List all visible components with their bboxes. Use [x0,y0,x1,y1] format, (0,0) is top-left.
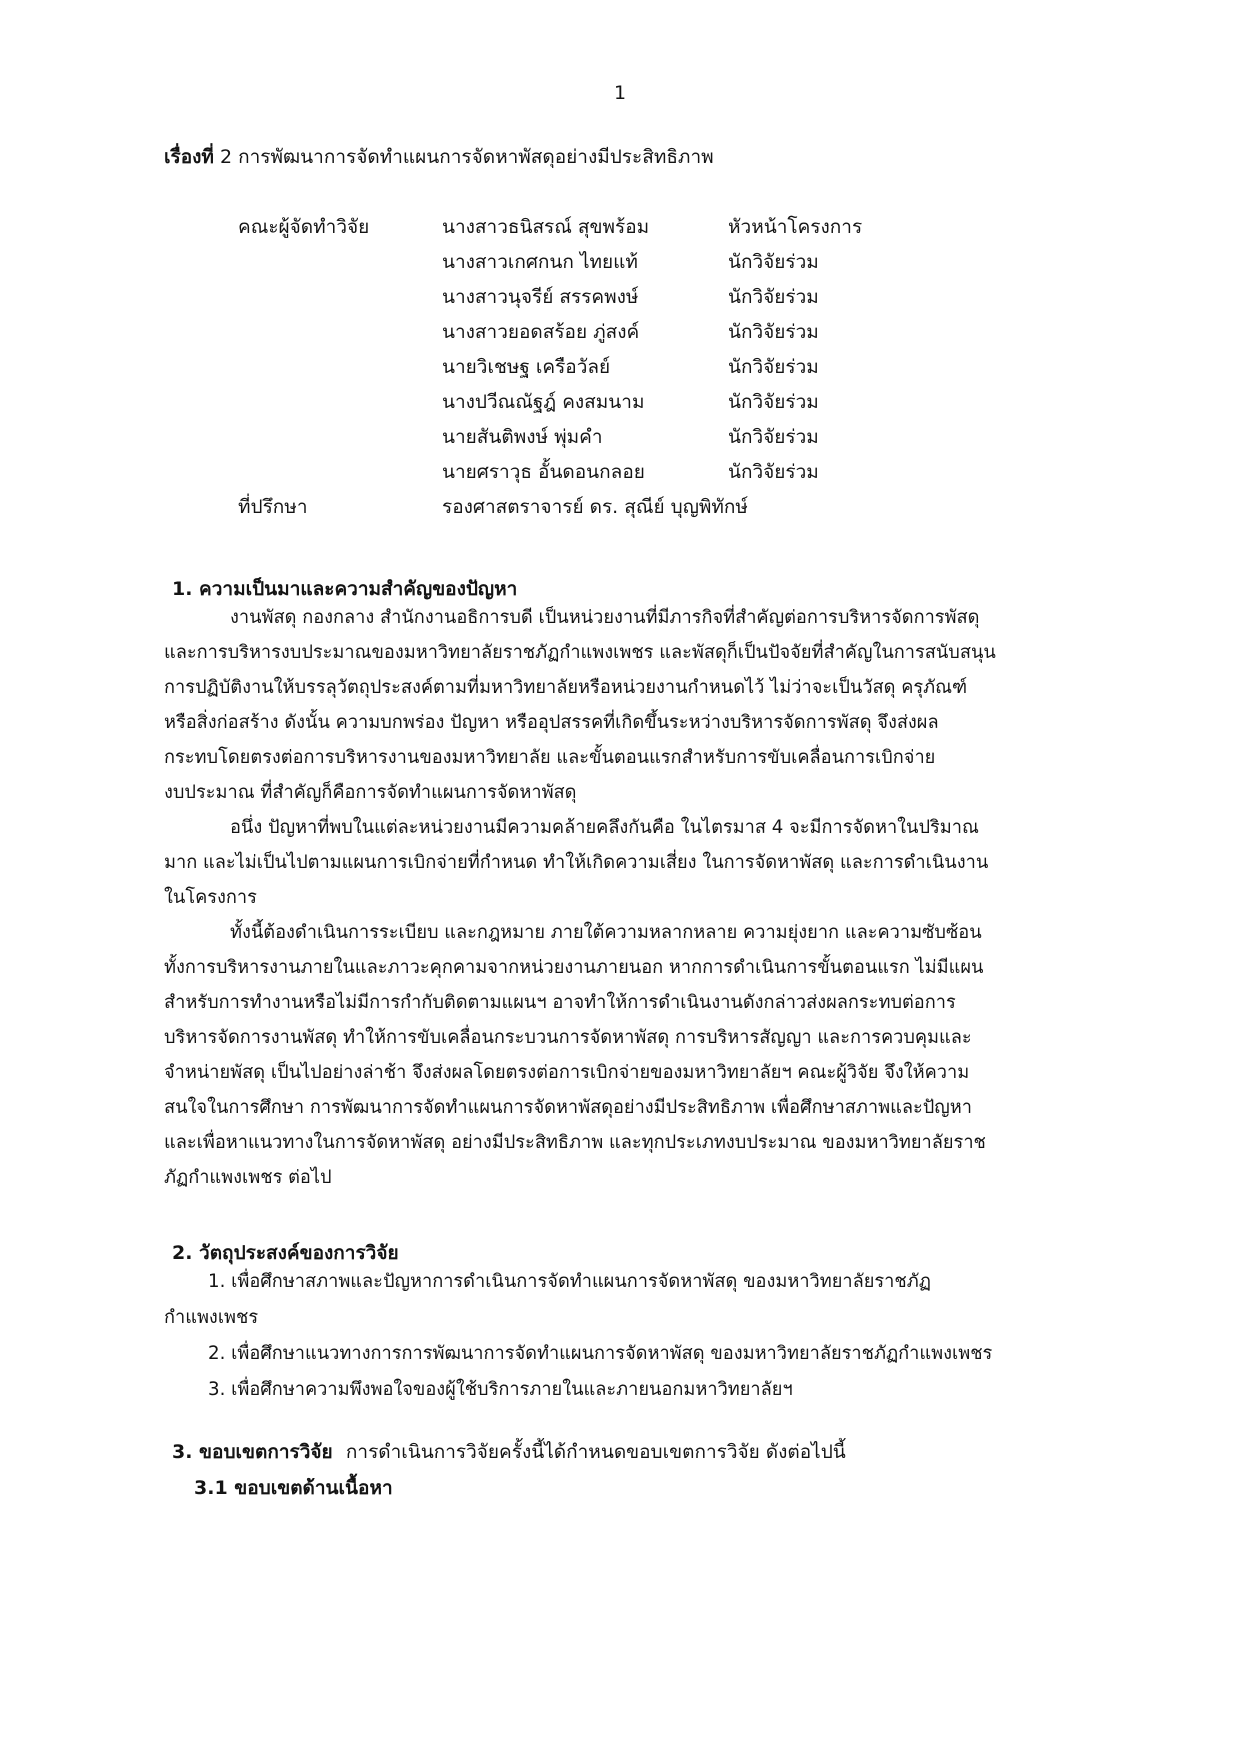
member-name: นางปวีณณัฐฎ์ คงสมนาม [442,391,645,413]
member-role: นักวิจัยร่วม [728,391,819,413]
member-role: นักวิจัยร่วม [728,356,819,378]
section-2-heading: 2. วัตถุประสงค์ของการวิจัย [172,1242,399,1264]
member-role: นักวิจัยร่วม [728,426,819,448]
title-prefix: เรื่องที่ [164,146,214,168]
advisor-name: รองศาสตราจารย์ ดร. สุณีย์ บุญพิทักษ์ [442,496,748,518]
paragraph-line: อนึ่ง ปัญหาที่พบในแต่ละหน่วยงานมีความคล้ายคลึงกันคือ ในไตรมาส 4 จะมีการจัดหาในปริมาณ [230,817,979,838]
title-text: 2 การพัฒนาการจัดทำแผนการจัดหาพัสดุอย่างมีประสิทธิภาพ [219,146,714,168]
section-1-body [164,600,1064,1195]
paragraph-line: งบประมาณ ที่สำคัญก็คือการจัดทำแผนการจัดหาพัสดุ [164,782,577,803]
objective-item: 3. เพื่อศึกษาความพึงพอใจของผู้ใช้บริการภายในและภายนอกมหาวิทยาลัยฯ [208,1379,793,1400]
section-3-1-heading: 3.1 ขอบเขตด้านเนื้อหา [194,1477,393,1499]
section-1-heading: 1. ความเป็นมาและความสำคัญของปัญหา [172,578,518,600]
member-name: นางสาวเกศกนก ไทยแท้ [442,251,638,273]
member-role: นักวิจัยร่วม [728,321,819,343]
paragraph-line: งานพัสดุ กองกลาง สำนักงานอธิการบดี เป็นหน่วยงานที่มีภารกิจที่สำคัญต่อการบริหารจัดการพัสดุ [230,607,980,628]
objective-item: 1. เพื่อศึกษาสภาพและปัญหาการดำเนินการจัดทำแผนการจัดหาพัสดุ ของมหาวิทยาลัยราชภัฏ [208,1271,931,1292]
paragraph-line: กระทบโดยตรงต่อการบริหารงานของมหาวิทยาลัย และขั้นตอนแรกสำหรับการขับเคลื่อนการเบิกจ่าย [164,747,936,768]
paragraph-line: ในโครงการ [164,887,257,908]
member-name: นายวิเชษฐ เครือวัลย์ [442,356,611,378]
member-name: นางสาวธนิสรณ์ สุขพร้อม [442,216,650,238]
paragraph-line: จำหน่ายพัสดุ เป็นไปอย่างล่าช้า จึงส่งผลโดยตรงต่อการเบิกจ่ายของมหาวิทยาลัยฯ คณะผู้วิจัย จึงให้ความ [164,1062,970,1083]
team-label: คณะผู้จัดทำวิจัย [238,216,370,238]
member-role: นักวิจัยร่วม [728,286,819,308]
member-name: นายสันติพงษ์ พุ่มคำ [442,426,603,448]
member-name: นางสาวนุจรีย์ สรรคพงษ์ [442,286,639,308]
page-number: 1 [613,82,627,104]
section-3-heading [172,1437,846,1467]
objective-item-continued: กำแพงเพชร [164,1307,259,1328]
paragraph-line: ภัฏกำแพงเพชร ต่อไป [164,1167,332,1188]
section-3-title: 3. ขอบเขตการวิจัย [172,1441,333,1463]
section-3-intro: การดำเนินการวิจัยครั้งนี้ได้กำหนดขอบเขตการวิจัย ดังต่อไปนี้ [345,1441,846,1463]
paragraph-line: สนใจในการศึกษา การพัฒนาการจัดทำแผนการจัดหาพัสดุอย่างมีประสิทธิภาพ เพื่อศึกษาสภาพและปัญหา [164,1097,972,1118]
member-role: นักวิจัยร่วม [728,461,819,483]
member-role: หัวหน้าโครงการ [728,216,863,238]
document-title [164,142,714,172]
member-name: นางสาวยอดสร้อย ภู่สงค์ [442,321,640,343]
paragraph-line: บริหารจัดการงานพัสดุ ทำให้การขับเคลื่อนกระบวนการจัดหาพัสดุ การบริหารสัญญา และการควบคุมและ [164,1027,972,1048]
paragraph-line: การปฏิบัติงานให้บรรลุวัตถุประสงค์ตามที่มหาวิทยาลัยหรือหน่วยงานกำหนดไว้ ไม่ว่าจะเป็นวัสดุ ครุภัณฑ์ [164,677,968,698]
paragraph-line: สำหรับการทำงานหรือไม่มีการกำกับติดตามแผนฯ อาจทำให้การดำเนินงานดังกล่าวส่งผลกระทบต่อการ [164,992,956,1013]
objective-item: 2. เพื่อศึกษาแนวทางการการพัฒนาการจัดทำแผนการจัดหาพัสดุ ของมหาวิทยาลัยราชภัฏกำแพงเพชร [208,1343,993,1364]
paragraph-line: หรือสิ่งก่อสร้าง ดังนั้น ความบกพร่อง ปัญหา หรืออุปสรรคที่เกิดขึ้นระหว่างบริหารจัดการพัสดุ จึงส่งผล [164,712,939,733]
member-name: นายศราวุธ อั้นดอนกลอย [442,461,645,483]
paragraph-line: มาก และไม่เป็นไปตามแผนการเบิกจ่ายที่กำหนด ทำให้เกิดความเสี่ยง ในการจัดหาพัสดุ และการดำเนินงาน [164,852,989,873]
paragraph-line: ทั้งการบริหารงานภายในและภาวะคุกคามจากหน่วยงานภายนอก หากการดำเนินการขั้นตอนแรก ไม่มีแผน [164,957,984,978]
advisor-label: ที่ปรึกษา [238,496,308,518]
objectives-list [164,1264,1064,1408]
paragraph-line: และการบริหารงบประมาณของมหาวิทยาลัยราชภัฏกำแพงเพชร และพัสดุก็เป็นปัจจัยที่สำคัญในการสนับสนุน [164,642,996,663]
paragraph-line: ทั้งนี้ต้องดำเนินการระเบียบ และกฎหมาย ภายใต้ความหลากหลาย ความยุ่งยาก และความซับซ้อน [230,922,982,943]
member-role: นักวิจัยร่วม [728,251,819,273]
paragraph-line: และเพื่อหาแนวทางในการจัดหาพัสดุ อย่างมีประสิทธิภาพ และทุกประเภทงบประมาณ ของมหาวิทยาลัยราช [164,1132,986,1153]
